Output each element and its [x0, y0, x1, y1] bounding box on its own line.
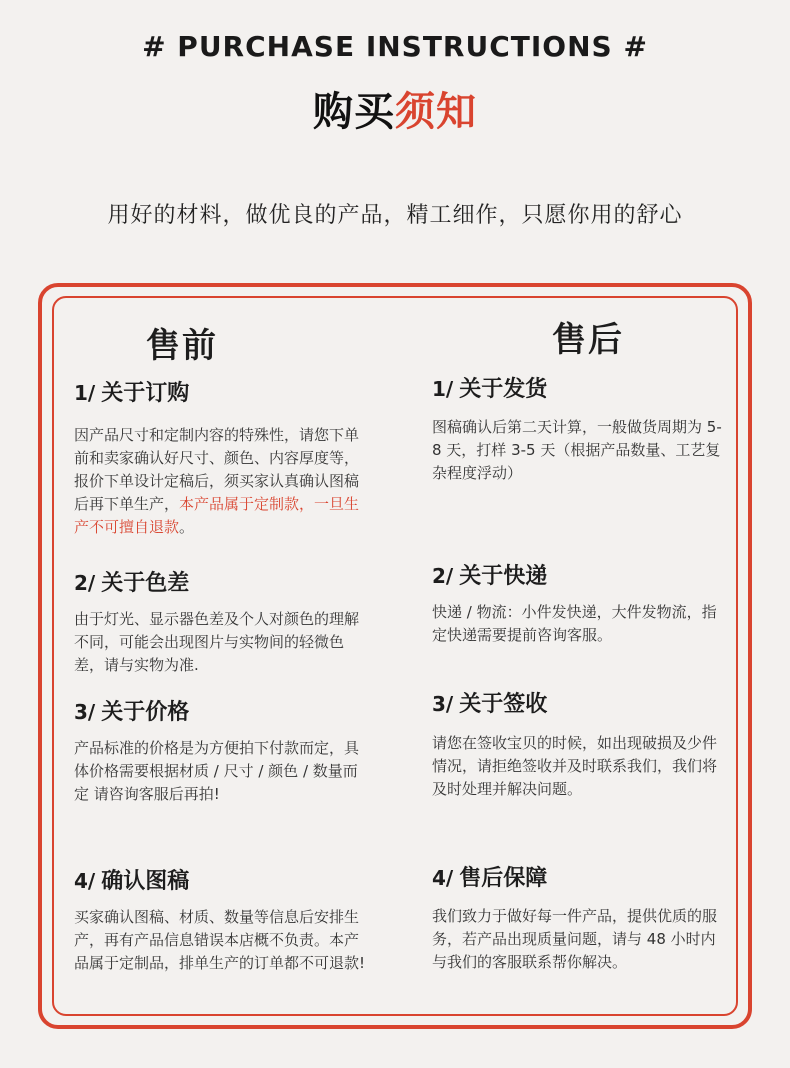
pre-sale-section-1-body — [74, 424, 369, 539]
section-number: 4/ — [74, 869, 96, 893]
section-title-text: 关于订购 — [101, 381, 190, 406]
after-sale-section-1-body: 图稿确认后第二天计算，一般做货周期为 5-8 天，打样 3-5 天（根据产品数量、工艺复杂程度浮动） — [432, 418, 722, 482]
section-title-text: 售后保障 — [459, 866, 548, 891]
after-sale-section-4-title — [432, 861, 547, 892]
after-sale-section-4-body: 我们致力于做好每一件产品，提供优质的服务，若产品出现质量问题，请与 48 小时内与我们的客服联系帮你解决。 — [432, 907, 718, 971]
section-number: 1/ — [74, 381, 96, 405]
pre-sale-section-2-title — [74, 566, 189, 597]
after-sale-section-2-title — [432, 559, 547, 590]
section-title-text: 关于快递 — [459, 564, 548, 589]
section-title-text: 关于签收 — [459, 692, 548, 717]
after-sale-section-2-body: 快递 / 物流：小件发快递，大件发物流，指定快递需要提前咨询客服。 — [432, 603, 717, 644]
after-sale-section-3-body: 请您在签收宝贝的时候，如出现破损及少件情况，请拒绝签收并及时联系我们，我们将及时处理并解决问题。 — [432, 734, 718, 798]
section-number: 4/ — [432, 866, 454, 890]
section-body-text: 因产品尺寸和定制内容的特殊性，请您下单前和卖家确认好尺寸、颜色、内容厚度等，报价下单设计定稿后，须买家认真确认图稿后再下单生产， — [74, 426, 360, 513]
after-sale-heading: 售后 — [552, 320, 624, 360]
pre-sale-section-1-title — [74, 376, 189, 407]
section-title-text: 关于色差 — [101, 571, 190, 596]
pre-sale-section-2-body: 由于灯光、显示器色差及个人对颜色的理解不同，可能会出现图片与实物间的轻微色差，请与实物为准. — [74, 610, 360, 674]
pre-sale-section-4-body: 买家确认图稿、材质、数量等信息后安排生产，再有产品信息错误本店概不负责。本产品属于定制品，排单生产的订单都不可退款! — [74, 908, 366, 972]
pre-sale-section-4-title — [74, 864, 189, 895]
after-sale-section-3-title — [432, 687, 547, 718]
section-title-text: 确认图稿 — [101, 869, 190, 894]
pre-sale-section-3-title — [74, 695, 189, 726]
section-title-text: 关于价格 — [101, 700, 190, 725]
page-title — [0, 80, 790, 137]
pre-sale-heading: 售前 — [146, 326, 218, 366]
english-title: # PURCHASE INSTRUCTIONS # — [142, 30, 648, 63]
page-title-part2: 须知 — [395, 89, 477, 135]
section-number: 1/ — [432, 377, 454, 401]
after-sale-section-1-title — [432, 372, 547, 403]
section-title-text: 关于发货 — [459, 377, 548, 402]
section-body-highlight: 本产品属于定制款，一旦生产不可擅自退款 — [74, 495, 360, 536]
tagline: 用好的材料，做优良的产品，精工细作，只愿你用的舒心 — [107, 203, 683, 228]
section-number: 3/ — [74, 700, 96, 724]
pre-sale-section-3-body: 产品标准的价格是为方便拍下付款而定，具体价格需要根据材质 / 尺寸 / 颜色 / 数量而定 请咨询客服后再拍! — [74, 739, 360, 803]
section-number: 2/ — [74, 571, 96, 595]
section-body-tail: 。 — [179, 518, 195, 536]
section-number: 3/ — [432, 692, 454, 716]
page-title-part1: 购买 — [313, 89, 395, 135]
section-number: 2/ — [432, 564, 454, 588]
